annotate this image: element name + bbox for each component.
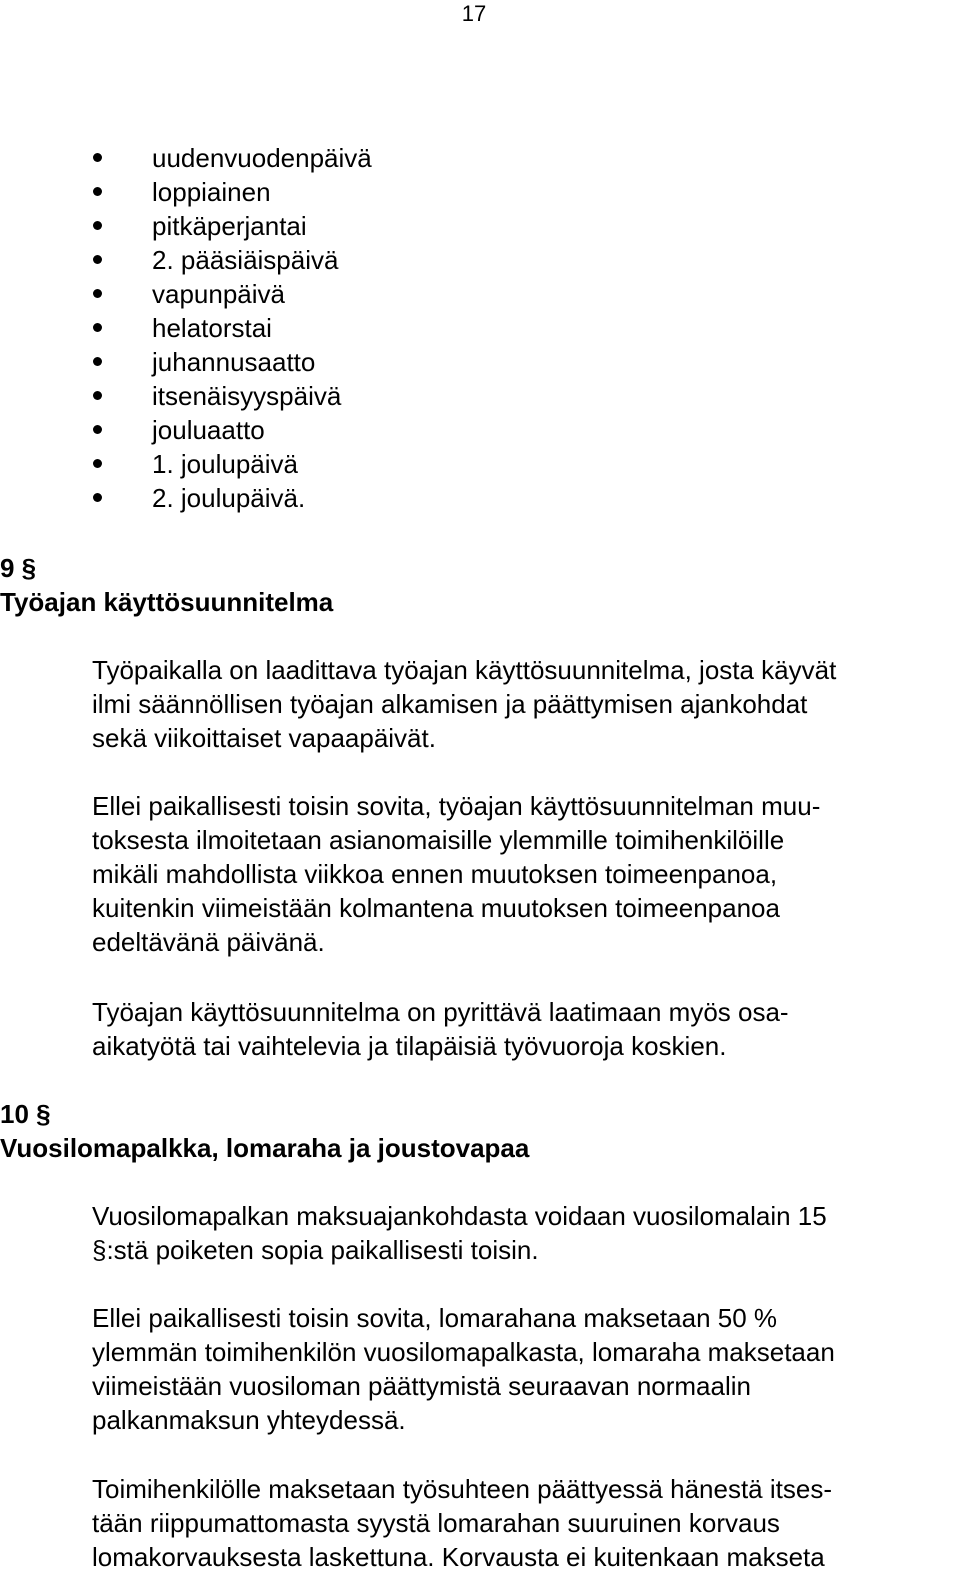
- page-number: 17: [461, 1, 487, 26]
- bullet-icon: [93, 221, 102, 230]
- list-item: [0, 481, 372, 515]
- paragraph: [92, 653, 947, 755]
- list-item: [0, 345, 372, 379]
- paragraph: [92, 1301, 947, 1437]
- section-9-heading: [0, 551, 333, 619]
- list-item: [0, 209, 372, 243]
- text-line: palkanmaksun yhteydessä.: [92, 1405, 406, 1435]
- holiday-label: 2. joulupäivä.: [152, 483, 306, 513]
- bullet-icon: [93, 425, 102, 434]
- text-line: aikatyötä tai vaihtelevia ja tilapäisiä työvuoroja koskien.: [92, 1031, 727, 1061]
- section-10-heading: [0, 1097, 529, 1165]
- section-number: 10 §: [0, 1099, 51, 1129]
- holiday-list: [0, 141, 372, 515]
- text-line: tään riippumattomasta syystä lomarahan suuruinen korvaus: [92, 1508, 780, 1538]
- text-line: edeltävänä päivänä.: [92, 927, 325, 957]
- list-item: [0, 413, 372, 447]
- bullet-icon: [93, 493, 102, 502]
- holiday-label: helatorstai: [152, 313, 272, 343]
- text-line: §:stä poiketen sopia paikallisesti toisin.: [92, 1235, 539, 1265]
- holiday-label: vapunpäivä: [152, 279, 285, 309]
- holiday-label: jouluaatto: [152, 415, 265, 445]
- section-title: Vuosilomapalkka, lomaraha ja joustovapaa: [0, 1133, 530, 1163]
- text-line: Työpaikalla on laadittava työajan käyttösuunnitelma, josta käyvät: [92, 655, 837, 685]
- list-item: [0, 379, 372, 413]
- holiday-label: loppiainen: [152, 177, 271, 207]
- paragraph: [92, 1199, 947, 1267]
- text-line: viimeistään vuosiloman päättymistä seuraavan normaalin: [92, 1371, 751, 1401]
- section-title: Työajan käyttösuunnitelma: [0, 587, 334, 617]
- text-line: ylemmän toimihenkilön vuosilomapalkasta, lomaraha maksetaan: [92, 1337, 835, 1367]
- list-item: [0, 175, 372, 209]
- paragraph: [92, 1472, 947, 1574]
- list-item: [0, 447, 372, 481]
- text-line: sekä viikoittaiset vapaapäivät.: [92, 723, 436, 753]
- text-line: lomakorvauksesta laskettuna. Korvausta ei kuitenkaan makseta: [92, 1542, 825, 1572]
- bullet-icon: [93, 391, 102, 400]
- bullet-icon: [93, 153, 102, 162]
- paragraph: [92, 995, 947, 1063]
- holiday-label: juhannusaatto: [152, 347, 316, 377]
- text-line: Toimihenkilölle maksetaan työsuhteen päättyessä hänestä itses-: [92, 1474, 832, 1504]
- text-line: Ellei paikallisesti toisin sovita, lomarahana maksetaan 50 %: [92, 1303, 778, 1333]
- text-line: Työajan käyttösuunnitelma on pyrittävä laatimaan myös osa-: [92, 997, 789, 1027]
- bullet-icon: [93, 357, 102, 366]
- text-line: Vuosilomapalkan maksuajankohdasta voidaan vuosilomalain 15: [92, 1201, 827, 1231]
- text-line: Ellei paikallisesti toisin sovita, työajan käyttösuunnitelman muu-: [92, 791, 821, 821]
- list-item: [0, 277, 372, 311]
- holiday-label: 1. joulupäivä: [152, 449, 298, 479]
- bullet-icon: [93, 255, 102, 264]
- holiday-label: itsenäisyyspäivä: [152, 381, 342, 411]
- bullet-icon: [93, 289, 102, 298]
- section-number: 9 §: [0, 553, 37, 583]
- list-item: [0, 243, 372, 277]
- text-line: toksesta ilmoitetaan asianomaisille ylemmille toimihenkilöille: [92, 825, 785, 855]
- text-line: mikäli mahdollista viikkoa ennen muutoksen toimeenpanoa,: [92, 859, 778, 889]
- text-line: kuitenkin viimeistään kolmantena muutoksen toimeenpanoa: [92, 893, 780, 923]
- text-line: ilmi säännöllisen työajan alkamisen ja päättymisen ajankohdat: [92, 689, 808, 719]
- holiday-label: pitkäperjantai: [152, 211, 307, 241]
- bullet-icon: [93, 459, 102, 468]
- list-item: [0, 311, 372, 345]
- holiday-label: 2. pääsiäispäivä: [152, 245, 339, 275]
- list-item: [0, 141, 372, 175]
- bullet-icon: [93, 187, 102, 196]
- bullet-icon: [93, 323, 102, 332]
- paragraph: [92, 789, 947, 959]
- holiday-label: uudenvuodenpäivä: [152, 143, 372, 173]
